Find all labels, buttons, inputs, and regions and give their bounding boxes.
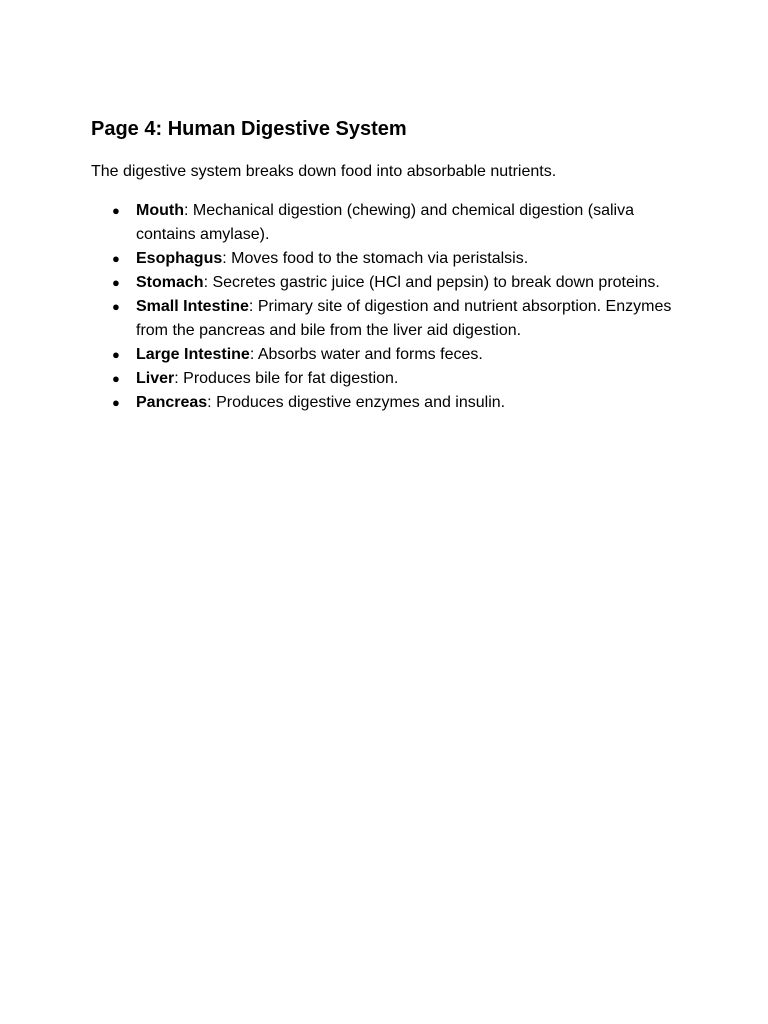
term-label: Pancreas bbox=[136, 394, 208, 411]
page-title: Page 4: Human Digestive System bbox=[91, 118, 407, 140]
list-item-stomach bbox=[91, 271, 691, 295]
term-description: : Mechanical digestion (chewing) and chemical digestion (saliva contains amylase). bbox=[136, 202, 634, 243]
term-description: : Primary site of digestion and nutrient absorption. Enzymes from the pancreas and bile from the liver aid digestion. bbox=[136, 298, 672, 339]
term-label: Small Intestine bbox=[136, 298, 249, 315]
list-item-large-intestine bbox=[91, 343, 691, 367]
bullet-icon: ● bbox=[112, 251, 120, 266]
term-description: : Moves food to the stomach via peristalsis. bbox=[222, 250, 529, 267]
bullet-icon: ● bbox=[112, 395, 120, 410]
document-page bbox=[91, 114, 691, 415]
intro-paragraph: The digestive system breaks down food into absorbable nutrients. bbox=[91, 163, 557, 180]
term-label: Esophagus bbox=[136, 250, 223, 267]
list-item-liver bbox=[91, 367, 691, 391]
bullet-icon: ● bbox=[112, 203, 120, 218]
term-label: Stomach bbox=[136, 274, 204, 291]
organ-list bbox=[91, 199, 691, 415]
list-item-mouth bbox=[91, 199, 691, 247]
bullet-icon: ● bbox=[112, 275, 120, 290]
term-description: : Secretes gastric juice (HCl and pepsin) to break down proteins. bbox=[203, 274, 660, 291]
term-description: : Produces bile for fat digestion. bbox=[174, 370, 399, 387]
term-label: Liver bbox=[136, 370, 175, 387]
term-description: : Produces digestive enzymes and insulin. bbox=[207, 394, 506, 411]
bullet-icon: ● bbox=[112, 371, 120, 386]
term-label: Large Intestine bbox=[136, 346, 250, 363]
term-label: Mouth bbox=[136, 202, 184, 219]
bullet-icon: ● bbox=[112, 347, 120, 362]
bullet-icon: ● bbox=[112, 299, 120, 314]
list-item-pancreas bbox=[91, 391, 691, 415]
list-item-esophagus bbox=[91, 247, 691, 271]
term-description: : Absorbs water and forms feces. bbox=[249, 346, 483, 363]
list-item-small-intestine bbox=[91, 295, 691, 343]
